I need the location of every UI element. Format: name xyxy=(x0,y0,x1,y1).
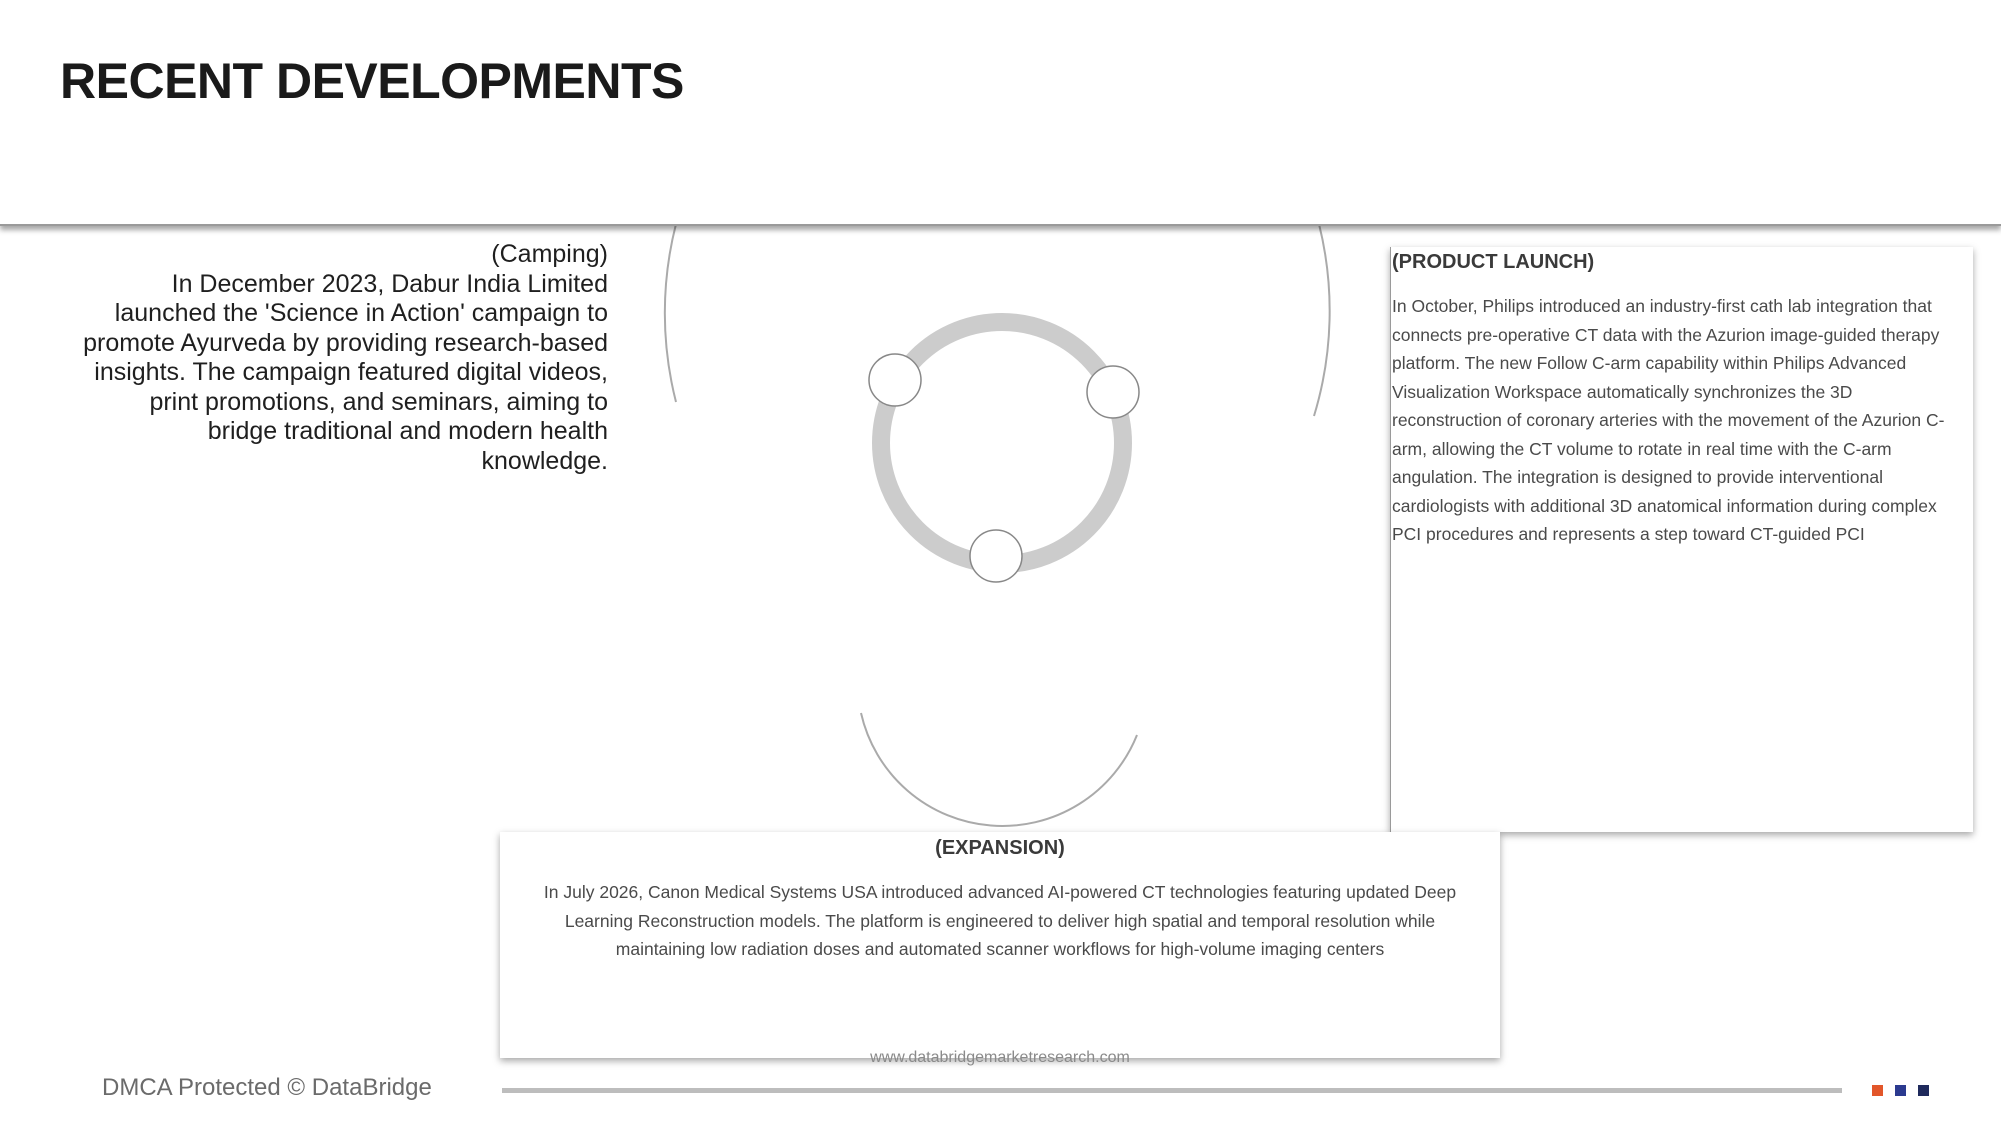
camping-text: In December 2023, Dabur India Limited launched the 'Science in Action' campaign to promote Ayurveda by providing research-based insights. The campaign featured digital videos, print promotions, and seminars, aiming to bridge traditional and modern health knowledge. xyxy=(83,269,608,475)
arc-bottom xyxy=(861,713,1137,826)
arc-top-right xyxy=(1314,224,1330,416)
product-launch-card xyxy=(1390,247,1973,832)
camping-note xyxy=(80,240,608,476)
page-title: RECENT DEVELOPMENTS xyxy=(60,53,684,109)
footer-copyright: DMCA Protected © DataBridge xyxy=(102,1074,432,1101)
cycle-node-bottom xyxy=(970,530,1022,582)
cycle-node-left xyxy=(869,354,921,406)
arc-top-left xyxy=(665,224,676,402)
expansion-text: In July 2026, Canon Medical Systems USA introduced advanced AI-powered CT technologies featuring updated Deep Learning Reconstruction models. The platform is engineered to deliver high spatial and temporal resolution while maintaining low radiation doses and automated scanner workflows for high-volume imaging centers xyxy=(543,882,1457,959)
cycle-ring xyxy=(881,322,1123,564)
product-launch-text: In October, Philips introduced an industry-first cath lab integration that connects pre-operative CT data with the Azurion image-guided therapy platform. The new Follow C-arm capability within Philips Advanced Visualization Workspace automatically synchronizes the 3D reconstruction of coronary arteries with the movement of the Azurion C-arm, allowing the CT volume to rotate in real time with the C-arm angulation. The integration is designed to provide interventional cardiologists with additional 3D anatomical information during complex PCI procedures and represents a step toward CT-guided PCI xyxy=(1392,296,1945,544)
website-link[interactable]: www.databridgemarketresearch.com xyxy=(870,1049,1130,1066)
camping-tag: (Camping) xyxy=(491,240,608,268)
cycle-node-right xyxy=(1087,366,1139,418)
expansion-heading: (EXPANSION) xyxy=(935,837,1065,859)
header-bar xyxy=(0,0,2001,226)
expansion-card xyxy=(500,832,1500,1058)
product-launch-heading: (PRODUCT LAUNCH) xyxy=(1392,251,1595,273)
